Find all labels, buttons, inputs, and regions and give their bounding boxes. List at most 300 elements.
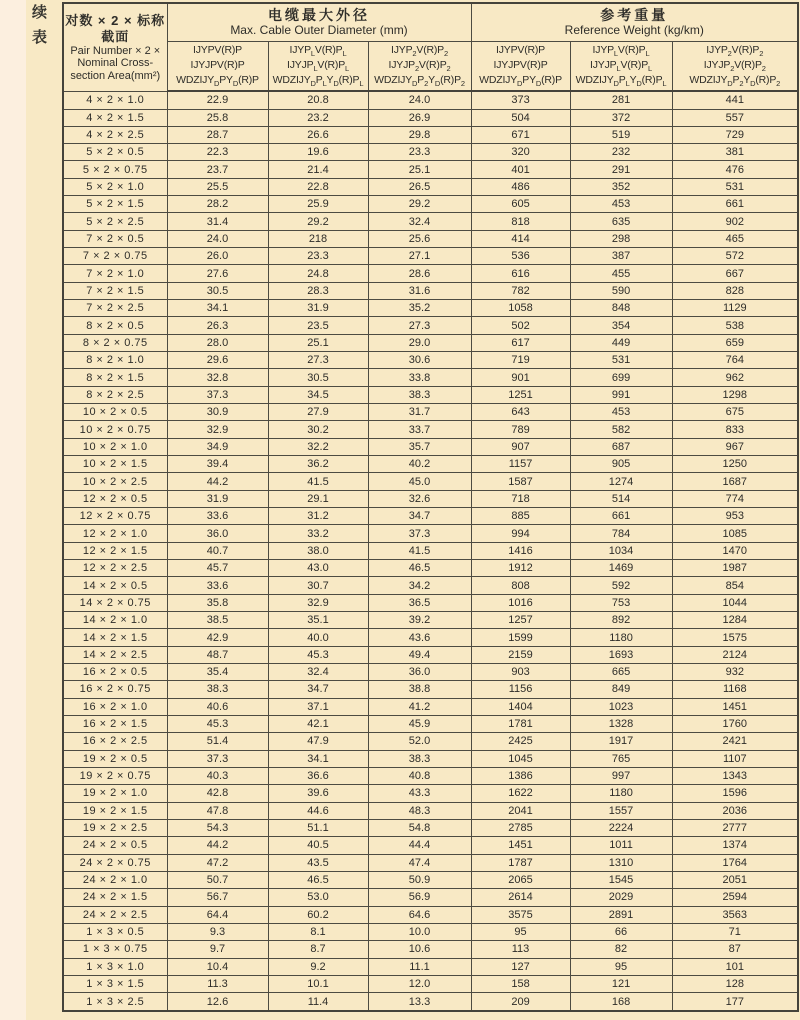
od-value-cell-2: 43.0 [268,560,368,577]
od-value-cell-1: 26.3 [167,317,268,334]
group-header-outer-diameter [167,3,471,41]
weight-value-cell-3: 1250 [672,456,798,473]
od-value-cell-3: 10.6 [368,941,471,958]
od-value-cell-1: 31.4 [167,213,268,230]
od-value-cell-1: 44.2 [167,473,268,490]
od-value-cell-1: 50.7 [167,871,268,888]
od-value-cell-3: 28.6 [368,265,471,282]
od-value-cell-2: 60.2 [268,906,368,923]
od-value-cell-3: 31.6 [368,282,471,299]
weight-value-cell-2: 687 [570,438,672,455]
od-value-cell-1: 22.3 [167,144,268,161]
weight-value-cell-3: 101 [672,958,798,975]
weight-value-cell-2: 661 [570,508,672,525]
od-value-cell-3: 34.2 [368,577,471,594]
weight-value-cell-2: 514 [570,490,672,507]
weight-value-cell-3: 128 [672,975,798,992]
weight-value-cell-2: 232 [570,144,672,161]
subheader-weight-type1: IJYPV(R)P IJYJPV(R)P $WDZIJY_DPY_D(R)P$ [471,41,570,91]
weight-value-cell-1: 1416 [471,542,570,559]
od-value-cell-1: 40.3 [167,767,268,784]
weight-value-cell-3: 1085 [672,525,798,542]
weight-value-cell-1: 1251 [471,386,570,403]
spec-cell: 24 × 2 × 0.75 [63,854,167,871]
weight-value-cell-1: 605 [471,196,570,213]
weight-value-cell-2: 2224 [570,819,672,836]
weight-value-cell-1: 1622 [471,785,570,802]
od-value-cell-3: 32.4 [368,213,471,230]
od-value-cell-1: 32.8 [167,369,268,386]
table-row [63,941,798,958]
weight-value-cell-3: 1470 [672,542,798,559]
od-value-cell-3: 44.4 [368,837,471,854]
table-row [63,646,798,663]
table-row [63,993,798,1011]
od-value-cell-2: 40.0 [268,629,368,646]
weight-value-cell-3: 833 [672,421,798,438]
od-value-cell-3: 43.3 [368,785,471,802]
table-row [63,612,798,629]
weight-value-cell-3: 729 [672,126,798,143]
table-row [63,196,798,213]
od-value-cell-3: 56.9 [368,889,471,906]
weight-value-cell-1: 1912 [471,560,570,577]
spec-cell: 12 × 2 × 0.5 [63,490,167,507]
weight-value-cell-2: 1274 [570,473,672,490]
od-value-cell-2: 11.4 [268,993,368,1011]
weight-value-cell-2: 765 [570,750,672,767]
spec-cell: 14 × 2 × 1.5 [63,629,167,646]
od-value-cell-3: 29.8 [368,126,471,143]
spec-cell: 5 × 2 × 0.5 [63,144,167,161]
od-value-cell-3: 10.0 [368,923,471,940]
weight-value-cell-3: 659 [672,334,798,351]
spec-cell: 10 × 2 × 0.5 [63,404,167,421]
table-row [63,664,798,681]
weight-value-cell-1: 994 [471,525,570,542]
weight-value-cell-2: 753 [570,594,672,611]
spec-cell: 1 × 3 × 1.5 [63,975,167,992]
corner-header-zh-line1: 对数 × 2 × 标称 [65,12,166,28]
od-value-cell-1: 48.7 [167,646,268,663]
table-row [63,438,798,455]
od-value-cell-1: 25.5 [167,178,268,195]
od-value-cell-2: 23.3 [268,248,368,265]
spec-cell: 12 × 2 × 2.5 [63,560,167,577]
od-value-cell-1: 38.3 [167,681,268,698]
spec-cell: 16 × 2 × 0.75 [63,681,167,698]
weight-value-cell-2: 590 [570,282,672,299]
od-value-cell-1: 26.0 [167,248,268,265]
table-row [63,178,798,195]
weight-value-cell-3: 2594 [672,889,798,906]
group-header-outer-diameter-zh: 电缆最大外径 [268,7,370,24]
weight-value-cell-1: 2425 [471,733,570,750]
od-value-cell-1: 9.3 [167,923,268,940]
spec-cell: 1 × 3 × 0.5 [63,923,167,940]
table-row [63,421,798,438]
od-value-cell-3: 27.1 [368,248,471,265]
weight-value-cell-3: 932 [672,664,798,681]
spec-cell: 8 × 2 × 0.5 [63,317,167,334]
weight-value-cell-3: 557 [672,109,798,126]
spec-cell: 19 × 2 × 1.0 [63,785,167,802]
od-value-cell-2: 23.2 [268,109,368,126]
weight-value-cell-1: 113 [471,941,570,958]
spec-cell: 14 × 2 × 0.75 [63,594,167,611]
table-row [63,629,798,646]
od-value-cell-2: 24.8 [268,265,368,282]
weight-value-cell-3: 177 [672,993,798,1011]
weight-value-cell-1: 1599 [471,629,570,646]
table-row [63,767,798,784]
weight-value-cell-2: 298 [570,230,672,247]
weight-value-cell-3: 87 [672,941,798,958]
od-value-cell-3: 39.2 [368,612,471,629]
weight-value-cell-3: 1987 [672,560,798,577]
od-value-cell-2: 31.2 [268,508,368,525]
weight-value-cell-1: 127 [471,958,570,975]
weight-value-cell-2: 991 [570,386,672,403]
od-value-cell-1: 27.6 [167,265,268,282]
spec-cell: 19 × 2 × 2.5 [63,819,167,836]
weight-value-cell-3: 2777 [672,819,798,836]
od-value-cell-2: 42.1 [268,715,368,732]
spec-cell: 19 × 2 × 0.75 [63,767,167,784]
weight-value-cell-2: 635 [570,213,672,230]
weight-value-cell-2: 95 [570,958,672,975]
weight-value-cell-2: 2029 [570,889,672,906]
od-value-cell-2: 23.5 [268,317,368,334]
weight-value-cell-2: 784 [570,525,672,542]
od-value-cell-2: 34.7 [268,681,368,698]
od-value-cell-1: 23.7 [167,161,268,178]
od-value-cell-1: 29.6 [167,352,268,369]
table-row [63,819,798,836]
spec-cell: 1 × 3 × 1.0 [63,958,167,975]
table-row [63,230,798,247]
cable-spec-table [62,2,799,1012]
od-value-cell-2: 31.9 [268,300,368,317]
od-value-cell-3: 38.3 [368,386,471,403]
spec-cell: 10 × 2 × 2.5 [63,473,167,490]
spec-cell: 8 × 2 × 2.5 [63,386,167,403]
od-value-cell-3: 11.1 [368,958,471,975]
od-value-cell-3: 26.5 [368,178,471,195]
table-row [63,91,798,109]
od-value-cell-3: 37.3 [368,525,471,542]
od-value-cell-3: 25.6 [368,230,471,247]
od-value-cell-3: 64.6 [368,906,471,923]
table-row [63,542,798,559]
od-value-cell-1: 39.4 [167,456,268,473]
spec-cell: 24 × 2 × 1.5 [63,889,167,906]
od-value-cell-1: 34.9 [167,438,268,455]
od-value-cell-3: 29.2 [368,196,471,213]
od-value-cell-1: 22.9 [167,91,268,109]
od-value-cell-3: 23.3 [368,144,471,161]
od-value-cell-3: 35.2 [368,300,471,317]
od-value-cell-3: 45.0 [368,473,471,490]
table-header [63,3,798,91]
weight-value-cell-2: 665 [570,664,672,681]
corner-header [63,3,167,91]
weight-value-cell-1: 789 [471,421,570,438]
weight-value-cell-1: 1451 [471,837,570,854]
weight-value-cell-3: 2421 [672,733,798,750]
table-row [63,126,798,143]
spec-cell: 24 × 2 × 0.5 [63,837,167,854]
od-value-cell-1: 11.3 [167,975,268,992]
spec-cell: 1 × 3 × 0.75 [63,941,167,958]
weight-value-cell-1: 718 [471,490,570,507]
od-value-cell-1: 33.6 [167,577,268,594]
weight-value-cell-2: 1180 [570,629,672,646]
weight-value-cell-1: 1386 [471,767,570,784]
weight-value-cell-2: 1011 [570,837,672,854]
od-value-cell-1: 28.2 [167,196,268,213]
table-row [63,404,798,421]
table-row [63,386,798,403]
spec-cell: 16 × 2 × 0.5 [63,664,167,681]
spec-cell: 5 × 2 × 0.75 [63,161,167,178]
od-value-cell-3: 34.7 [368,508,471,525]
weight-value-cell-3: 661 [672,196,798,213]
weight-value-cell-1: 1781 [471,715,570,732]
weight-value-cell-3: 1168 [672,681,798,698]
spec-cell: 8 × 2 × 1.5 [63,369,167,386]
weight-value-cell-1: 209 [471,993,570,1011]
weight-value-cell-1: 1787 [471,854,570,871]
od-value-cell-3: 35.7 [368,438,471,455]
weight-value-cell-1: 616 [471,265,570,282]
weight-value-cell-3: 902 [672,213,798,230]
od-value-cell-2: 8.7 [268,941,368,958]
weight-value-cell-3: 1760 [672,715,798,732]
weight-value-cell-2: 449 [570,334,672,351]
table-row [63,317,798,334]
od-value-cell-2: 43.5 [268,854,368,871]
od-value-cell-3: 45.9 [368,715,471,732]
weight-value-cell-3: 1044 [672,594,798,611]
od-value-cell-1: 45.7 [167,560,268,577]
corner-header-zh-line2: 截面 [101,28,130,44]
od-value-cell-2: 36.6 [268,767,368,784]
spec-cell: 12 × 2 × 1.5 [63,542,167,559]
weight-value-cell-3: 854 [672,577,798,594]
weight-value-cell-1: 504 [471,109,570,126]
weight-value-cell-2: 848 [570,300,672,317]
od-value-cell-1: 42.8 [167,785,268,802]
od-value-cell-3: 40.2 [368,456,471,473]
weight-value-cell-2: 1469 [570,560,672,577]
od-value-cell-1: 28.0 [167,334,268,351]
od-value-cell-2: 44.6 [268,802,368,819]
table-row [63,508,798,525]
od-value-cell-1: 28.7 [167,126,268,143]
spec-cell: 24 × 2 × 2.5 [63,906,167,923]
od-value-cell-1: 9.7 [167,941,268,958]
weight-value-cell-1: 907 [471,438,570,455]
weight-value-cell-3: 465 [672,230,798,247]
table-row [63,750,798,767]
od-value-cell-2: 19.6 [268,144,368,161]
weight-value-cell-3: 531 [672,178,798,195]
weight-value-cell-3: 1107 [672,750,798,767]
od-value-cell-1: 24.0 [167,230,268,247]
spec-cell: 10 × 2 × 1.5 [63,456,167,473]
subheader-od-type3: $IJYP_2V(R)P_2$ $IJYJP_2V(R)P_2$ $WDZIJY_DP_2Y_D(R)P_2$ [368,41,471,91]
weight-value-cell-3: 675 [672,404,798,421]
page-left-margin [0,0,26,1020]
od-value-cell-1: 10.4 [167,958,268,975]
table-row [63,490,798,507]
od-value-cell-2: 53.0 [268,889,368,906]
weight-value-cell-2: 354 [570,317,672,334]
od-value-cell-2: 29.2 [268,213,368,230]
od-value-cell-1: 32.9 [167,421,268,438]
od-value-cell-3: 30.6 [368,352,471,369]
spec-cell: 1 × 3 × 2.5 [63,993,167,1011]
weight-value-cell-3: 441 [672,91,798,109]
table-row [63,923,798,940]
od-value-cell-1: 40.6 [167,698,268,715]
od-value-cell-3: 25.1 [368,161,471,178]
od-value-cell-2: 34.5 [268,386,368,403]
spec-cell: 12 × 2 × 1.0 [63,525,167,542]
od-value-cell-1: 12.6 [167,993,268,1011]
table-row [63,889,798,906]
weight-value-cell-2: 1693 [570,646,672,663]
od-value-cell-1: 34.1 [167,300,268,317]
od-value-cell-2: 22.8 [268,178,368,195]
corner-header-en-line2: Nominal Cross- [77,57,154,70]
weight-value-cell-1: 901 [471,369,570,386]
weight-value-cell-3: 2051 [672,871,798,888]
spec-cell: 16 × 2 × 2.5 [63,733,167,750]
table-row [63,525,798,542]
table-row [63,958,798,975]
od-value-cell-1: 40.7 [167,542,268,559]
od-value-cell-2: 9.2 [268,958,368,975]
od-value-cell-3: 33.7 [368,421,471,438]
weight-value-cell-1: 818 [471,213,570,230]
od-value-cell-2: 35.1 [268,612,368,629]
od-value-cell-1: 35.4 [167,664,268,681]
weight-value-cell-2: 905 [570,456,672,473]
table-row [63,213,798,230]
spec-cell: 8 × 2 × 0.75 [63,334,167,351]
corner-header-en-line1: Pair Number × 2 × [70,45,161,58]
od-value-cell-1: 31.9 [167,490,268,507]
weight-value-cell-3: 1129 [672,300,798,317]
weight-value-cell-2: 997 [570,767,672,784]
od-value-cell-1: 44.2 [167,837,268,854]
weight-value-cell-3: 2036 [672,802,798,819]
weight-value-cell-2: 372 [570,109,672,126]
weight-value-cell-1: 1257 [471,612,570,629]
weight-value-cell-3: 1374 [672,837,798,854]
weight-value-cell-2: 531 [570,352,672,369]
weight-value-cell-3: 1764 [672,854,798,871]
spec-cell: 16 × 2 × 1.0 [63,698,167,715]
spec-cell: 5 × 2 × 2.5 [63,213,167,230]
weight-value-cell-1: 2159 [471,646,570,663]
od-value-cell-3: 50.9 [368,871,471,888]
weight-value-cell-1: 719 [471,352,570,369]
table-row [63,594,798,611]
od-value-cell-2: 30.2 [268,421,368,438]
weight-value-cell-2: 387 [570,248,672,265]
od-value-cell-1: 30.5 [167,282,268,299]
subheader-weight-type3: $IJYP_2V(R)P_2$ $IJYJP_2V(R)P_2$ $WDZIJY_DP_2Y_D(R)P_2$ [672,41,798,91]
table-row [63,352,798,369]
od-value-cell-2: 25.1 [268,334,368,351]
group-header-outer-diameter-en: Max. Cable Outer Diameter (mm) [230,23,408,38]
od-value-cell-2: 21.4 [268,161,368,178]
od-value-cell-2: 38.0 [268,542,368,559]
table-row [63,715,798,732]
weight-value-cell-1: 3575 [471,906,570,923]
od-value-cell-3: 54.8 [368,819,471,836]
od-value-cell-2: 32.2 [268,438,368,455]
od-value-cell-3: 43.6 [368,629,471,646]
od-value-cell-3: 29.0 [368,334,471,351]
od-value-cell-2: 37.1 [268,698,368,715]
weight-value-cell-3: 828 [672,282,798,299]
weight-value-cell-2: 1034 [570,542,672,559]
weight-value-cell-3: 2124 [672,646,798,663]
weight-value-cell-2: 291 [570,161,672,178]
group-header-reference-weight [471,3,798,41]
weight-value-cell-1: 1404 [471,698,570,715]
od-value-cell-2: 20.8 [268,91,368,109]
weight-value-cell-1: 2614 [471,889,570,906]
table-row [63,837,798,854]
weight-value-cell-1: 1045 [471,750,570,767]
od-value-cell-3: 52.0 [368,733,471,750]
weight-value-cell-2: 582 [570,421,672,438]
weight-value-cell-1: 502 [471,317,570,334]
table-row [63,681,798,698]
weight-value-cell-1: 373 [471,91,570,109]
spec-cell: 7 × 2 × 0.5 [63,230,167,247]
weight-value-cell-3: 381 [672,144,798,161]
table-row [63,560,798,577]
table-row [63,577,798,594]
od-value-cell-1: 47.8 [167,802,268,819]
od-value-cell-2: 32.9 [268,594,368,611]
weight-value-cell-1: 885 [471,508,570,525]
spec-cell: 5 × 2 × 1.0 [63,178,167,195]
od-value-cell-2: 41.5 [268,473,368,490]
weight-value-cell-3: 1687 [672,473,798,490]
od-value-cell-3: 13.3 [368,993,471,1011]
table-row [63,733,798,750]
od-value-cell-2: 32.4 [268,664,368,681]
spec-cell: 4 × 2 × 1.5 [63,109,167,126]
weight-value-cell-1: 158 [471,975,570,992]
od-value-cell-1: 33.6 [167,508,268,525]
weight-value-cell-2: 281 [570,91,672,109]
weight-value-cell-2: 1180 [570,785,672,802]
od-value-cell-2: 8.1 [268,923,368,940]
od-value-cell-3: 47.4 [368,854,471,871]
od-value-cell-2: 10.1 [268,975,368,992]
group-header-reference-weight-zh: 参考重量 [600,7,669,24]
weight-value-cell-2: 519 [570,126,672,143]
weight-value-cell-1: 643 [471,404,570,421]
